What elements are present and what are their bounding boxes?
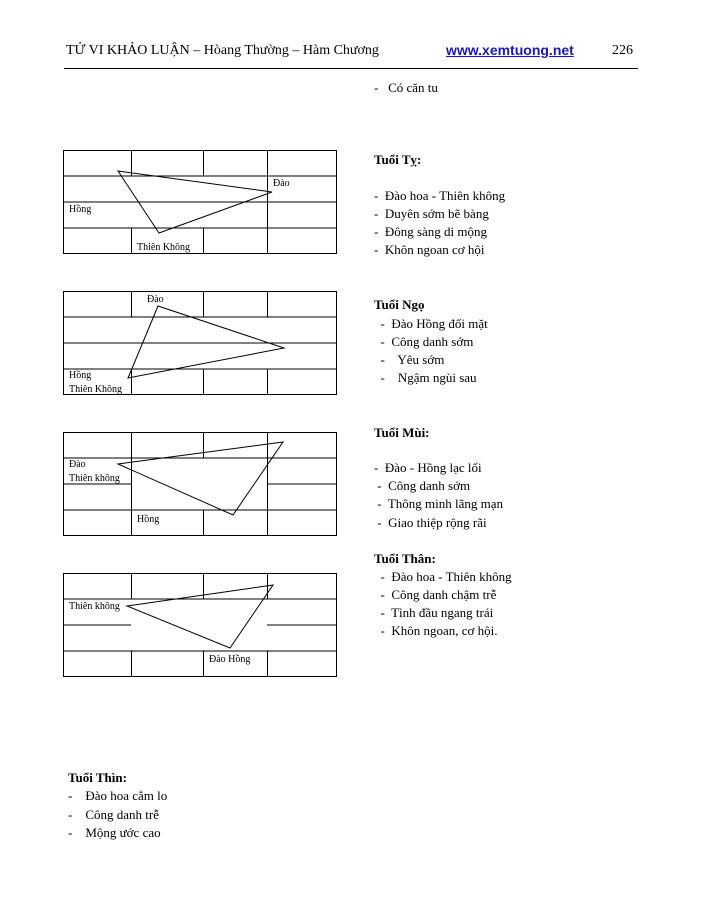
label-dao: Đào xyxy=(69,459,86,470)
list-item: - Đào Hồng đối mặt xyxy=(374,316,488,331)
heading-tuoi-thin: Tuổi Thìn: xyxy=(68,770,127,785)
header-rule xyxy=(64,68,638,69)
list-item: - Ngậm ngùi sau xyxy=(374,370,477,385)
label-hong: Hồng xyxy=(137,514,160,525)
label-dao: Đào xyxy=(273,178,290,189)
list-item: - Thông minh lãng mạn xyxy=(374,496,504,511)
heading-tuoi-mui: Tuổi Mùi: xyxy=(374,425,430,440)
list-item: - Đông sàng di mộng xyxy=(374,224,488,239)
list-item: - Công danh chậm trễ xyxy=(374,587,497,602)
label-thien-khong: Thiên không xyxy=(69,601,120,612)
chart-grid-4 xyxy=(63,573,337,677)
label-dao-hong: Đào Hồng xyxy=(209,654,251,665)
heading-tuoi-ngo: Tuổi Ngọ xyxy=(374,297,425,312)
list-item: - Tình đầu ngang trái xyxy=(374,605,494,620)
list-item: - Duyên sớm bẽ bàng xyxy=(374,206,489,221)
page-number: 226 xyxy=(612,43,633,58)
list-item: - Khôn ngoan cơ hội xyxy=(374,242,485,257)
heading-tuoi-ty: Tuổi Tỵ: xyxy=(374,152,422,167)
label-thien-khong: Thiên không xyxy=(69,473,120,484)
list-item: - Đào hoa - Thiên không xyxy=(374,188,506,203)
label-dao: Đào xyxy=(147,294,164,305)
list-item: - Đào - Hồng lạc lối xyxy=(374,460,482,475)
running-header-title: TỬ VI KHẢO LUẬN – Hòang Thường – Hàm Chương xyxy=(66,43,379,58)
heading-tuoi-than: Tuổi Thân: xyxy=(374,551,436,566)
website-link[interactable]: www.xemtuong.net xyxy=(446,42,574,58)
list-item: - Giao thiệp rộng rãi xyxy=(374,515,487,530)
list-item: - Đào hoa cắm lo xyxy=(68,788,168,803)
list-item: - Công danh sớm xyxy=(374,478,471,493)
label-thien-khong: Thiên Không xyxy=(69,384,123,395)
list-item: - Đào hoa - Thiên không xyxy=(374,569,512,584)
top-note: - Có căn tu xyxy=(374,80,438,95)
label-hong: Hồng xyxy=(69,204,92,215)
list-item: - Mộng ước cao xyxy=(68,825,161,840)
list-item: - Công danh trễ xyxy=(68,807,159,822)
list-item: - Công danh sớm xyxy=(374,334,474,349)
list-item: - Khôn ngoan, cơ hội. xyxy=(374,623,498,638)
label-hong: Hồng xyxy=(69,370,92,381)
list-item: - Yêu sớm xyxy=(374,352,445,367)
chart-grid-1 xyxy=(63,150,337,254)
label-thien-khong: Thiên Không xyxy=(137,242,191,253)
chart-grid-3 xyxy=(63,432,337,536)
chart-grid-2 xyxy=(63,291,337,395)
